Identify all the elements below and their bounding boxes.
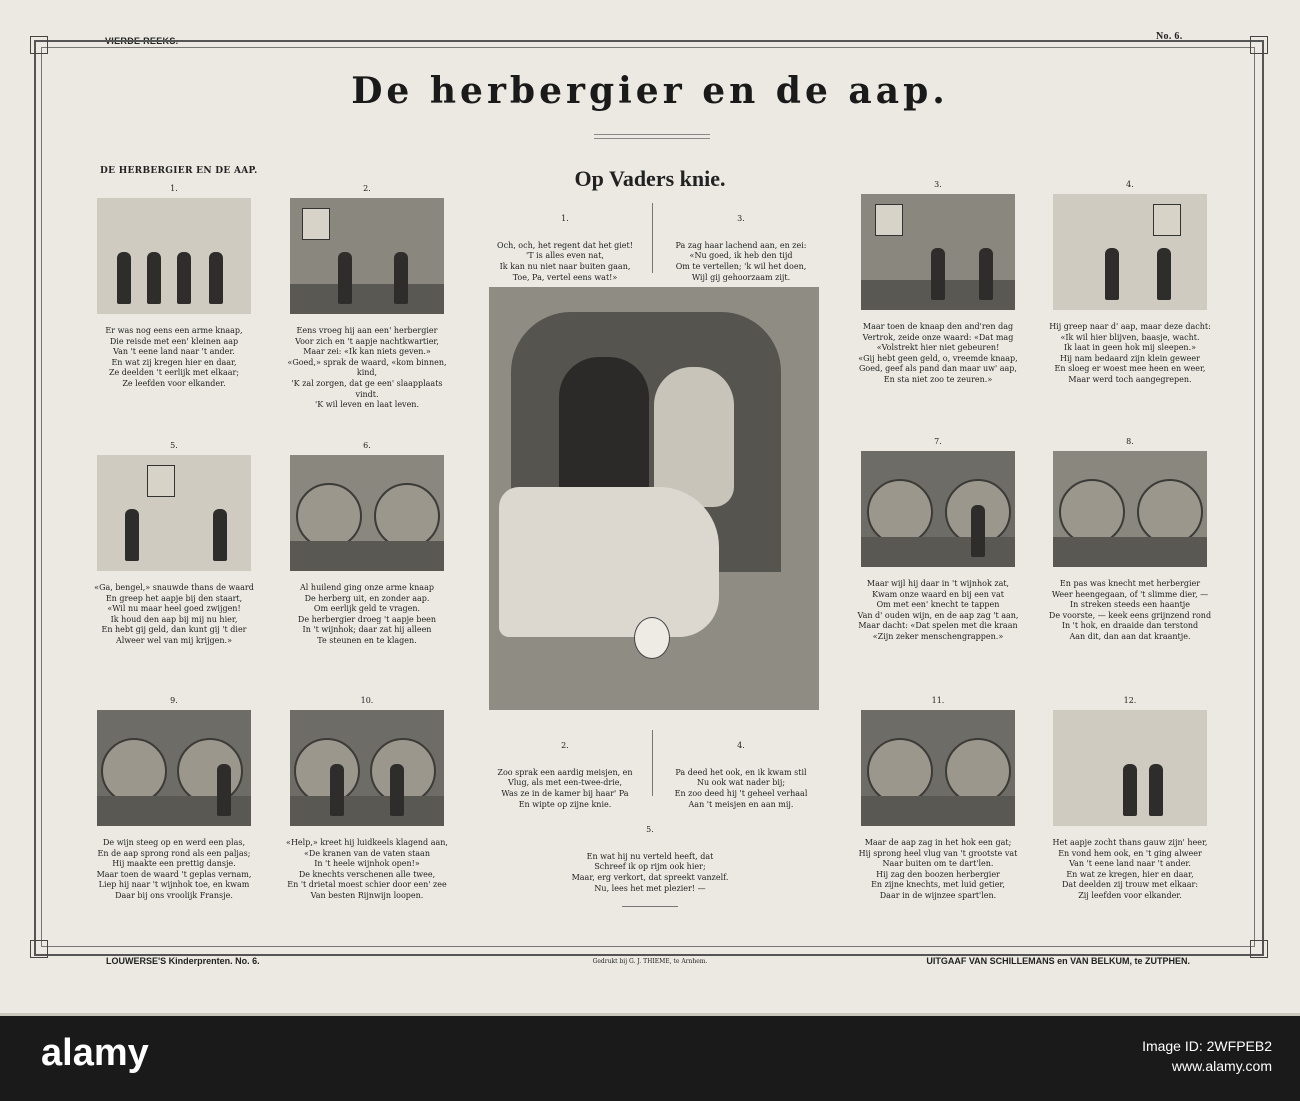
floor-shape	[861, 796, 1015, 826]
figure-shape	[979, 248, 993, 300]
barrel-shape	[867, 479, 933, 545]
poem-stanza	[480, 730, 650, 810]
panel-number: 9.	[170, 696, 178, 705]
panel-illustration	[290, 198, 444, 314]
stanza-text: Pa zag haar lachend aan, en zei: «Nu goed, ik heb den tijd Om te vertellen; 'k wil het doen, Wijl gij gehoorzaam zijt.	[675, 240, 807, 282]
column-divider	[652, 730, 653, 796]
figure-shape	[177, 252, 191, 304]
corner-ornament	[1250, 36, 1268, 54]
story-panel	[852, 180, 1024, 386]
figure-shape	[971, 505, 985, 557]
stanza-text: En wat hij nu verteld heeft, dat Schreef ik op rijm ook hier; Maar, erg verkort, dat spreekt vanzelf. Nu, lees het met plezier! —	[571, 851, 729, 893]
panel-verse: Het aapje zocht thans gauw zijn' heer, En vond hem ook, en 't ging alweer Van 't eene land naar 't ander. En wat ze kregen, hier en daar, Dat deelden zij trouw met elkaar: Zij leefden voor elkander.	[1052, 838, 1208, 900]
stanza-number: 3.	[737, 213, 745, 223]
figure-shape	[338, 252, 352, 304]
panel-illustration	[97, 455, 251, 571]
barrel-shape	[294, 738, 360, 804]
window-shape	[302, 208, 330, 240]
image-id	[1142, 1036, 1272, 1076]
series-label: VIERDE REEKS.	[105, 36, 179, 46]
stanza-text: Och, och, het regent dat het giet! 'T is alles even nat, Ik kan nu niet naar buiten gaan, Toe, Pa, vertel eens wat!»	[497, 240, 633, 282]
window-shape	[1153, 204, 1181, 236]
panel-verse: Al huilend ging onze arme knaap De herberg uit, en zonder aap. Om eerlijk geld te vragen. De herbergier droeg 't aapje been In 't wijnhok; daar zat hij alleen Te steunen en te klagen.	[297, 583, 437, 645]
stanza-number: 2.	[561, 740, 569, 750]
barrel-shape	[374, 483, 440, 549]
barrel-shape	[296, 483, 362, 549]
panel-number: 1.	[170, 184, 178, 193]
story-panel	[281, 184, 453, 411]
panel-illustration	[861, 710, 1015, 826]
footer-printer: Gedrukt bij G. J. THIEME, te Arnhem.	[592, 958, 708, 965]
sheet-number: No. 6.	[1156, 31, 1183, 42]
panel-illustration	[290, 455, 444, 571]
story-panel	[852, 696, 1024, 902]
watermark-band	[0, 1016, 1300, 1101]
panel-number: 4.	[1126, 180, 1134, 189]
stanza-text: Zoo sprak een aardig meisjen, en Vlug, als met een-twee-drie, Was ze in de kamer bij haar' Pa En wipte op zijne knie.	[497, 767, 633, 809]
panel-verse: «Ga, bengel,» snauwde thans de waard En greep het aapje bij den staart, «Wil nu maar heel goed zwijgen! Ik houd den aap bij mij nu hier, En hebt gij geld, dan kunt gij 't dier Alweer wel van mij krijgen.»	[94, 583, 254, 645]
alamy-logo: alamy	[41, 1032, 149, 1074]
panel-verse: Maar de aap zag in het hok een gat; Hij sprong heel vlug van 't grootste vat Naar buiten om te dart'len. Hij zag den boozen herbergier En zijne knechts, met luid getier, Daar in de wijnzee spart'len.	[858, 838, 1018, 900]
father-figure	[559, 357, 649, 507]
corner-ornament	[1250, 940, 1268, 958]
floor-shape	[290, 284, 444, 314]
barrel-shape	[101, 738, 167, 804]
figure-shape	[213, 509, 227, 561]
tablecloth-shape	[499, 487, 719, 637]
poem-stanza	[656, 730, 826, 810]
title-divider	[594, 134, 710, 139]
panel-number: 7.	[934, 437, 942, 446]
barrel-shape	[177, 738, 243, 804]
floor-shape	[861, 537, 1015, 567]
window-shape	[875, 204, 903, 236]
panel-number: 11.	[931, 696, 945, 705]
girl-figure	[654, 367, 734, 507]
story-panel	[281, 441, 453, 647]
figure-shape	[217, 764, 231, 816]
floor-shape	[290, 541, 444, 571]
panel-number: 10.	[360, 696, 374, 705]
window-shape	[147, 465, 175, 497]
panel-verse: Hij greep naar d' aap, maar deze dacht: «Ik wil hier blijven, baasje, wacht. Ik laat in geen hok mij sleepen.» Hij nam bedaard zijn klein geweer En sloeg er woest mee heen en weer, Maar werd toch aangegrepen.	[1049, 322, 1211, 384]
figure-shape	[1123, 764, 1137, 816]
story-panel	[1044, 437, 1216, 643]
figure-shape	[209, 252, 223, 304]
panel-number: 8.	[1126, 437, 1134, 446]
story-panel	[852, 437, 1024, 643]
story-heading: DE HERBERGIER EN DE AAP.	[100, 166, 258, 176]
panel-verse: Eens vroeg hij aan een' herbergier Voor zich en 't aapje nachtkwartier, Maar zei: «Ik kan niets geven.» «Goed,» sprak de waard, «kom binnen, kind, 'K zal zorgen, dat ge een' slaapplaats vindt. 'K wil leven en laat leven.	[287, 326, 447, 410]
figure-shape	[1157, 248, 1171, 300]
panel-number: 2.	[363, 184, 371, 193]
footer-publisher: UITGAAF VAN SCHILLEMANS en VAN BELKUM, te ZUTPHEN.	[926, 956, 1190, 966]
center-title: Op Vaders knie.	[574, 166, 726, 191]
egg-shape	[634, 617, 670, 659]
page-title: De herbergier en de aap.	[351, 70, 949, 112]
figure-shape	[117, 252, 131, 304]
panel-number: 5.	[170, 441, 178, 450]
poem-stanza	[480, 203, 650, 283]
panel-number: 3.	[934, 180, 942, 189]
panel-illustration	[1053, 710, 1207, 826]
poem-stanza	[540, 814, 760, 894]
center-illustration	[489, 287, 819, 710]
stanza-number: 5.	[646, 824, 654, 834]
panel-verse: De wijn steeg op en werd een plas, En de aap sprong rond als een paljas; Hij maakte een prettig dansje. Maar toen de waard 't geplas vernam, Liep hij naar 't wijnhok toe, en kwam Daar bij ons vroolijk Fransje.	[96, 838, 252, 900]
barrel-shape	[867, 738, 933, 804]
panel-illustration	[97, 198, 251, 314]
panel-verse: En pas was knecht met herbergier Weer heengegaan, of 't slimme dier, — In streken steeds een haantje De voorste, — keek eens grijnzend rond In 't hok, en draaide dan terstond Aan dit, dan aan dat kraantje.	[1048, 579, 1212, 641]
panel-illustration	[861, 451, 1015, 567]
figure-shape	[1149, 764, 1163, 816]
figure-shape	[1105, 248, 1119, 300]
corner-ornament	[30, 36, 48, 54]
image-id-label: Image ID: 2WFPEB2	[1142, 1038, 1272, 1054]
panel-number: 6.	[363, 441, 371, 450]
story-panel	[88, 441, 260, 647]
barrel-shape	[1059, 479, 1125, 545]
story-panel	[1044, 696, 1216, 902]
panel-illustration	[861, 194, 1015, 310]
watermark-url: www.alamy.com	[1171, 1058, 1272, 1074]
closing-ornament	[622, 906, 678, 913]
story-panel	[281, 696, 453, 902]
panel-illustration	[290, 710, 444, 826]
story-panel	[88, 184, 260, 390]
figure-shape	[390, 764, 404, 816]
figure-shape	[330, 764, 344, 816]
stanza-number: 4.	[737, 740, 745, 750]
barrel-shape	[945, 738, 1011, 804]
panel-verse: «Help,» kreet hij luidkeels klagend aan, «De kranen van de vaten staan In 't heele wijnhok open!» De knechts verschenen alle twee, En 't drietal moest schier door een' zee Van besten Rijnwijn loopen.	[286, 838, 448, 900]
floor-shape	[1053, 537, 1207, 567]
poem-stanza	[656, 203, 826, 283]
panel-illustration	[1053, 451, 1207, 567]
footer-left: LOUWERSE'S Kinderprenten. No. 6.	[106, 956, 260, 966]
panel-verse: Er was nog eens een arme knaap, Die reisde met een' kleinen aap Van 't eene land naar 't ander. En wat zij kregen hier en daar, Ze deelden 't eerlijk met elkaar; Ze leefden voor elkander.	[105, 326, 243, 388]
figure-shape	[147, 252, 161, 304]
figure-shape	[125, 509, 139, 561]
panel-verse: Maar toen de knaap den and'ren dag Vertrok, zeide onze waard: «Dat mag «Volstrekt hier niet gebeuren! «Gij hebt geen geld, o, vreemde knaap, Goed, geef als pand dan maar uw' aap, En sta niet zoo te zeuren.»	[858, 322, 1018, 384]
stanza-text: Pa deed het ook, en ik kwam stil Nu ook wat nader bij; En zoo deed hij 't geheel verhaal Aan 't meisjen en aan mij.	[674, 767, 808, 809]
story-panel	[1044, 180, 1216, 386]
stanza-number: 1.	[561, 213, 569, 223]
panel-verse: Maar wijl hij daar in 't wijnhok zat, Kwam onze waard en bij een vat Om met een' knecht te tappen Van d' ouden wijn, en de aap zag 't aan, Maar dacht: «Dat spelen met die kraan «Zijn zeker menschengrappen.»	[857, 579, 1019, 641]
figure-shape	[394, 252, 408, 304]
panel-illustration	[97, 710, 251, 826]
panel-number: 12.	[1123, 696, 1137, 705]
floor-shape	[290, 796, 444, 826]
barrel-shape	[1137, 479, 1203, 545]
panel-illustration	[1053, 194, 1207, 310]
figure-shape	[931, 248, 945, 300]
corner-ornament	[30, 940, 48, 958]
story-panel	[88, 696, 260, 902]
column-divider	[652, 203, 653, 273]
